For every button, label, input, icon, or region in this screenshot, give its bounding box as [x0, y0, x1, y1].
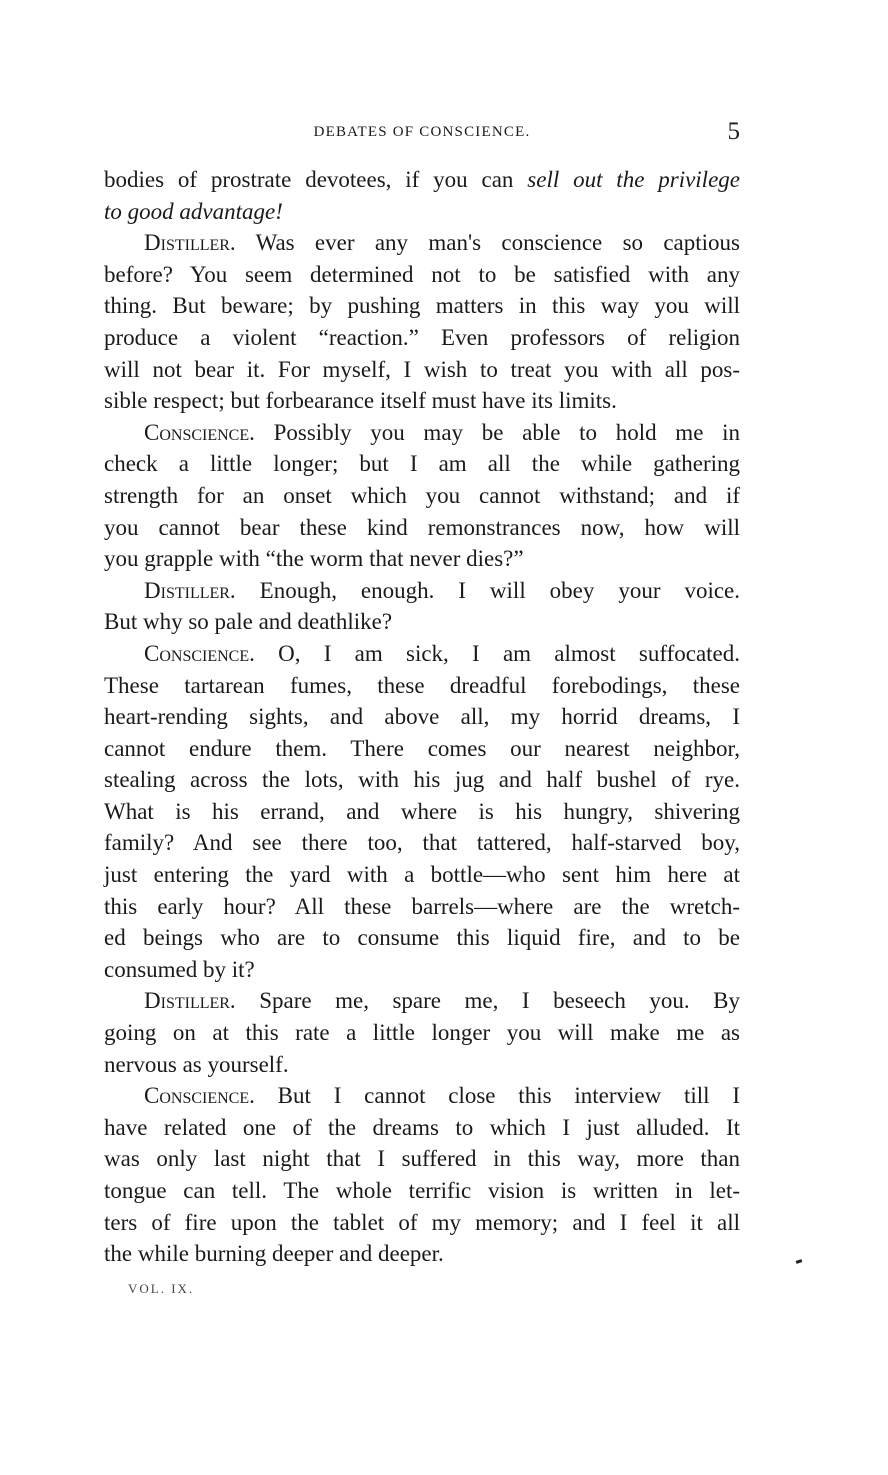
text-segment: Enough, enough. I will obey your voice.	[235, 577, 740, 603]
text-line: just entering the yard with a bottle—who sent him here at	[104, 862, 740, 888]
text-line: the while burning deeper and deeper.	[104, 1241, 444, 1267]
text-segment: O, I am sick, I am almost suffocated.	[254, 640, 740, 666]
text-line: strength for an onset which you cannot withstand; and if	[104, 482, 740, 508]
speaker-name: Distiller.	[144, 988, 236, 1014]
text-line: nervous as yourself.	[104, 1051, 289, 1077]
text-segment: But I cannot close this interview till I	[254, 1083, 740, 1109]
speech-distiller	[104, 985, 740, 1017]
signature-mark: VOL. IX.	[128, 1281, 195, 1296]
text-line: going on at this rate a little longer you will make me as	[104, 1020, 740, 1046]
text-line: was only last night that I suffered in this way, more than	[104, 1146, 740, 1172]
text-line: ed beings who are to consume this liquid fire, and to be	[104, 925, 740, 951]
text-line: before? You seem determined not to be satisfied with any	[104, 261, 740, 287]
speaker-name: Conscience.	[144, 640, 255, 666]
speech-conscience	[104, 1080, 740, 1112]
text-line: to good advantage!	[104, 198, 283, 224]
text-line: family? And see there too, that tattered, half-starved boy,	[104, 830, 740, 856]
text-segment: Spare me, spare me, I beseech you. By	[235, 988, 740, 1014]
running-head	[104, 118, 740, 148]
text-line: cannot endure them. There comes our nearest neighbor,	[104, 735, 740, 761]
text-line: you cannot bear these kind remonstrances now, how will	[104, 514, 740, 540]
speaker-name: Distiller.	[144, 577, 236, 603]
speaker-name: Conscience.	[144, 419, 255, 445]
page-number: 5	[727, 118, 740, 145]
text-line: What is his errand, and where is his hungry, shivering	[104, 798, 740, 824]
running-title: DEBATES OF CONSCIENCE.	[313, 124, 531, 140]
text-line: check a little longer; but I am all the while gathering	[104, 451, 740, 477]
text-line: stealing across the lots, with his jug and half bushel of rye.	[104, 767, 740, 793]
text-line: have related one of the dreams to which I just alluded. It	[104, 1114, 740, 1140]
text-line: thing. But beware; by pushing matters in this way you will	[104, 293, 740, 319]
body-text	[104, 164, 740, 1270]
text-line: These tartarean fumes, these dreadful forebodings, these	[104, 672, 740, 698]
ink-speck	[796, 1259, 803, 1264]
speaker-name: Distiller.	[144, 230, 236, 256]
text-line: heart-rending sights, and above all, my horrid dreams, I	[104, 704, 740, 730]
speech-distiller	[104, 227, 740, 259]
text-line: sible respect; but forbearance itself must have its limits.	[104, 388, 617, 414]
italic-text: sell out the privilege	[527, 167, 740, 192]
speaker-name: Conscience.	[144, 1083, 255, 1109]
text-line: will not bear it. For myself, I wish to treat you with all pos-	[104, 356, 740, 382]
text-line: ters of fire upon the tablet of my memory; and I feel it all	[104, 1209, 740, 1235]
text-segment: Possibly you may be able to hold me in	[254, 419, 740, 445]
text-segment: bodies of prostrate devotees, if you can	[104, 167, 528, 192]
text-line	[104, 164, 740, 196]
speech-conscience	[104, 417, 740, 449]
text-line: But why so pale and deathlike?	[104, 609, 393, 635]
text-line: this early hour? All these barrels—where are the wretch-	[104, 893, 740, 919]
speech-conscience	[104, 638, 740, 670]
text-line: you grapple with “the worm that never dies?”	[104, 546, 524, 572]
text-line: produce a violent “reaction.” Even professors of religion	[104, 324, 740, 350]
speech-distiller	[104, 575, 740, 607]
text-line: consumed by it?	[104, 956, 255, 982]
text-segment: Was ever any man's conscience so captious	[235, 230, 740, 256]
text-line: tongue can tell. The whole terrific vision is written in let-	[104, 1178, 740, 1203]
